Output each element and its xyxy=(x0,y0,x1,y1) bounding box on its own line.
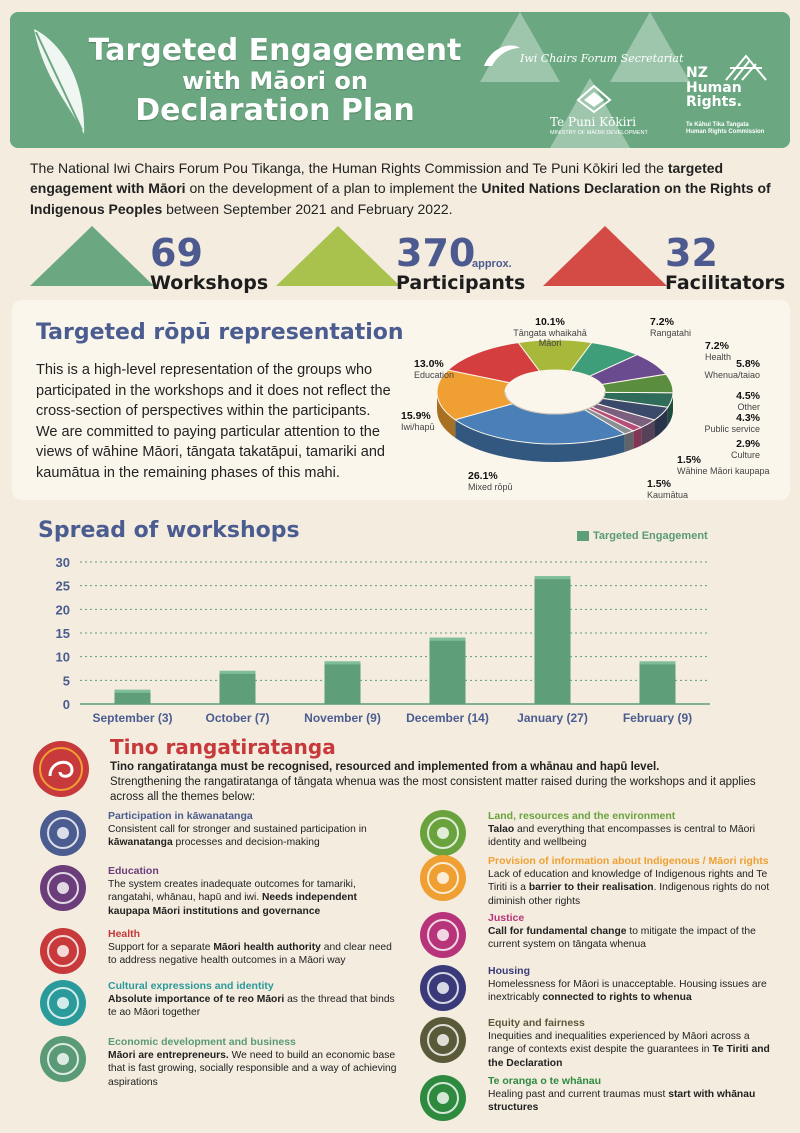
x-tick-label: December (14) xyxy=(406,711,489,725)
representation-text: This is a high-level representation of the groups who participated in the workshops and it does not reflect the cross-section of perspectives within the participants. We are committed to paying particular attention to the views of wāhine Māori, tāngata takatāpui, tamariki and kaumātua in the remaining phases of this mahi. xyxy=(36,362,391,481)
donut-label-text: Culture xyxy=(730,450,760,461)
tpk-logo-icon xyxy=(576,84,612,114)
donut-label-text: Wāhine Māori kaupapa xyxy=(677,466,770,477)
donut-label-text: Public service xyxy=(704,424,760,435)
theme-icon xyxy=(40,1036,86,1082)
theme-body xyxy=(108,810,400,850)
donut-label xyxy=(704,358,760,380)
participants-icon xyxy=(276,226,400,286)
donut-label-pct: 13.0% xyxy=(414,358,444,370)
intro-paragraph xyxy=(30,158,775,219)
x-tick-label: October (7) xyxy=(205,711,270,725)
theme-text-part: . Indigenous rights do not diminish other rights xyxy=(488,882,770,907)
theme-title: Te oranga o te whānau xyxy=(488,1075,601,1087)
theme-icon xyxy=(420,1017,466,1063)
theme-body xyxy=(108,928,400,968)
theme-body xyxy=(488,1017,778,1070)
title-line-3: Declaration Plan xyxy=(135,93,415,129)
representation-donut xyxy=(425,330,685,480)
stat-workshops xyxy=(30,226,269,294)
tino-title: Tino rangatiratanga xyxy=(110,735,336,759)
donut-label-text: Other xyxy=(737,402,760,413)
y-tick-label: 25 xyxy=(55,578,70,594)
bar xyxy=(220,671,256,704)
donut-label-pct: 15.9% xyxy=(401,410,431,422)
theme-title: Justice xyxy=(488,912,525,924)
theme-title: Participation in kāwanatanga xyxy=(108,810,253,822)
theme-text-part: We need to build an economic base that is fast growing, socially responsible and a way of achieving aspirations xyxy=(108,1050,397,1088)
theme-icon xyxy=(420,1075,466,1121)
workshops-title: Spread of workshops xyxy=(38,518,300,543)
stat-value: 32 xyxy=(665,231,718,275)
donut-label-pct: 7.2% xyxy=(650,316,674,328)
logo-hrc-human: Human xyxy=(686,79,742,96)
theme-title: Land, resources and the environment xyxy=(488,810,676,822)
bar-top xyxy=(220,671,256,674)
donut-label xyxy=(647,478,688,500)
theme-body xyxy=(488,855,778,908)
y-tick-label: 5 xyxy=(62,673,70,689)
x-tick-label: January (27) xyxy=(517,711,588,725)
theme-text-bold: Absolute importance of te reo Māori xyxy=(108,994,285,1005)
theme-text-bold: Māori health authority xyxy=(213,942,321,953)
theme-text xyxy=(488,1030,778,1070)
theme-text-bold: Māori are entrepreneurs. xyxy=(108,1050,229,1061)
theme-body xyxy=(108,865,400,918)
bar xyxy=(535,576,571,704)
bar-top xyxy=(640,661,676,664)
logo-hrc-sub1: Te Kāhui Tika Tangata xyxy=(686,122,749,128)
theme-title: Provision of information about Indigenous / Māori rights xyxy=(488,855,769,867)
theme-text-bold: start with whānau structures xyxy=(488,1089,756,1114)
tino-rangatiratanga-icon xyxy=(32,740,90,798)
donut-label-pct: 26.1% xyxy=(468,470,498,482)
theme-title: Housing xyxy=(488,965,530,977)
theme-icon xyxy=(420,810,466,856)
theme-text xyxy=(108,941,400,968)
stat-value: 370 xyxy=(396,231,476,275)
bar xyxy=(325,661,361,704)
donut-label-pct: 10.1% xyxy=(535,316,565,328)
theme-text xyxy=(488,823,778,850)
donut-label-pct: 4.5% xyxy=(736,390,760,402)
donut-label-text: Kaumātua xyxy=(647,490,689,501)
intro-text: between September 2021 and February 2022. xyxy=(162,200,453,217)
donut-label-text: Rangatahi xyxy=(650,328,692,339)
donut-label xyxy=(736,390,760,412)
logo-tpk: Te Puni Kōkiri xyxy=(550,115,637,129)
bar-top xyxy=(535,576,571,579)
theme-title: Economic development and business xyxy=(108,1036,296,1048)
theme-text-bold: Talao xyxy=(488,824,515,835)
y-tick-label: 10 xyxy=(55,649,70,665)
representation-title: Targeted rōpū representation xyxy=(36,320,404,345)
theme-text xyxy=(488,978,778,1005)
iwi-forum-logo-icon xyxy=(482,40,522,70)
logo-tpk-sub: MINISTRY OF MĀORI DEVELOPMENT xyxy=(550,130,648,136)
x-tick-label: February (9) xyxy=(622,711,693,725)
donut-label-pct: 7.2% xyxy=(705,340,729,352)
stat-suffix: approx. xyxy=(472,258,512,270)
logo-hrc-sub2: Human Rights Commission xyxy=(686,129,765,136)
theme-icon xyxy=(420,855,466,901)
y-tick-label: 15 xyxy=(55,626,70,641)
stat-participants xyxy=(276,226,526,294)
theme-text-part: Support for a separate xyxy=(108,942,214,953)
workshops-bar-chart xyxy=(50,552,720,727)
theme-text xyxy=(108,1049,400,1089)
theme-title: Health xyxy=(108,928,141,940)
donut-label-pct: 1.5% xyxy=(647,478,671,490)
header-banner xyxy=(10,12,790,148)
theme-text-part: Consistent call for stronger and sustained participation in xyxy=(108,824,367,835)
title-line-1: Targeted Engagement xyxy=(88,33,462,68)
donut-label-pct: 2.9% xyxy=(736,438,760,450)
donut-label-text: Education xyxy=(414,370,455,381)
logo-hrc-nz: NZ xyxy=(686,65,708,81)
tino-description xyxy=(110,760,790,806)
stat-label: Workshops xyxy=(150,272,269,294)
bar xyxy=(430,638,466,704)
theme-text xyxy=(108,878,400,918)
legend-swatch xyxy=(577,531,589,541)
theme-text-part: and everything that encompasses is central to Māori identity and wellbeing xyxy=(488,824,756,849)
theme-body xyxy=(488,810,778,850)
y-tick-label: 0 xyxy=(62,697,70,712)
stat-value: 69 xyxy=(150,231,203,275)
theme-icon xyxy=(40,980,86,1026)
tino-bold: Tino rangatiratanga must be recognised, resourced and implemented from a whānau and hapū level. xyxy=(110,761,660,773)
y-tick-label: 30 xyxy=(55,555,70,570)
intro-bold: targeted engagement with Māori xyxy=(30,160,724,197)
donut-label-pct: 5.8% xyxy=(736,358,760,370)
theme-text xyxy=(488,868,778,908)
theme-text-part: The system creates inadequate outcomes for tamariki, rangatahi, whānau, hapū and iwi. xyxy=(108,879,356,904)
theme-icon xyxy=(420,965,466,1011)
legend-label: Targeted Engagement xyxy=(593,530,708,542)
theme-text xyxy=(108,823,400,850)
tino-text: Strengthening the rangatiratanga of tāngata whenua was the most consistent matter raised during the workshops and it applies across all the themes below: xyxy=(110,776,756,804)
bar-top xyxy=(115,690,151,693)
logo-hrc-rights: Rights. xyxy=(686,94,742,111)
donut-label xyxy=(704,412,760,434)
theme-body xyxy=(108,1036,400,1089)
facilitators-icon xyxy=(543,226,667,286)
logo-iwi-chairs: Iwi Chairs Forum Secretariat xyxy=(520,52,684,65)
title-line-2: with Māori on xyxy=(182,66,368,95)
theme-title: Cultural expressions and identity xyxy=(108,980,274,992)
intro-text: The National Iwi Chairs Forum Pou Tikanga, the Human Rights Commission and Te Puni Kōkiri led the xyxy=(30,160,668,176)
theme-text-part: Lack of education and knowledge of Indigenous rights and Te Tiriti is a xyxy=(488,869,768,894)
donut-label xyxy=(677,454,770,476)
donut-label xyxy=(401,410,435,432)
donut-label xyxy=(414,358,454,380)
theme-title: Education xyxy=(108,865,159,877)
bar xyxy=(640,661,676,704)
theme-text-part: to mitigate the impact of the current system on tāngata whenua xyxy=(488,926,756,951)
theme-body xyxy=(108,980,400,1020)
donut-label xyxy=(505,316,595,349)
x-tick-label: November (9) xyxy=(304,711,381,725)
theme-text xyxy=(488,1088,778,1115)
theme-body xyxy=(488,912,778,952)
theme-text-part: Homelessness for Māori is unacceptable. Housing issues are inextricably xyxy=(488,979,767,1004)
theme-text-bold: Te Tiriti and the Declaration xyxy=(488,1044,770,1069)
y-tick-label: 20 xyxy=(55,602,70,618)
donut-label xyxy=(650,316,691,338)
theme-text-part: processes and decision-making xyxy=(172,837,320,849)
donut-label-text: Whenua/taiao xyxy=(704,370,760,381)
donut-label-text: Health xyxy=(705,352,732,363)
theme-text-part: Healing past and current traumas must xyxy=(488,1089,669,1100)
intro-text: on the development of a plan to implement the xyxy=(185,180,482,197)
theme-title: Equity and fairness xyxy=(488,1017,585,1029)
chart-legend xyxy=(577,530,708,542)
theme-text-bold: Needs independent kaupapa Māori institutions and governance xyxy=(108,892,357,917)
theme-icon xyxy=(40,928,86,974)
stat-label: Participants xyxy=(396,272,526,294)
donut-label-text: Mixed rōpū xyxy=(468,482,513,493)
theme-text-bold: connected to rights to whenua xyxy=(542,992,692,1004)
theme-icon xyxy=(420,912,466,958)
donut-label-pct: 4.3% xyxy=(736,412,760,424)
stat-label: Facilitators xyxy=(665,272,786,294)
donut-label-text: Iwi/hapū xyxy=(401,422,435,433)
donut-label xyxy=(468,470,513,492)
intro-bold: United Nations Declaration on the Rights of Indigenous Peoples xyxy=(30,180,771,217)
theme-text-bold: kāwanatanga xyxy=(108,837,173,849)
theme-text-part: as the thread that binds te ao Māori together xyxy=(108,994,395,1019)
theme-icon xyxy=(40,810,86,856)
theme-text-bold: barrier to their realisation xyxy=(528,882,654,894)
theme-body xyxy=(488,965,778,1005)
theme-body xyxy=(488,1075,778,1115)
page-title xyxy=(80,34,470,128)
theme-text xyxy=(108,993,400,1020)
bar-top xyxy=(325,661,361,664)
workshops-icon xyxy=(30,226,154,286)
theme-text-part: and clear need to address negative health outcomes in a Māori way xyxy=(108,942,392,967)
stat-facilitators xyxy=(543,226,786,294)
theme-text-bold: Call for fundamental change xyxy=(488,926,627,937)
donut-label-pct: 1.5% xyxy=(677,454,701,466)
donut-label-text: Tāngata whaikahā Māori xyxy=(513,328,587,349)
x-tick-label: September (3) xyxy=(92,711,173,725)
theme-text-part: Inequities and inequalities experienced by Māori across a range of contexts exist despite the guarantees in xyxy=(488,1031,750,1056)
bar-top xyxy=(430,638,466,641)
theme-icon xyxy=(40,865,86,911)
theme-text xyxy=(488,925,778,952)
